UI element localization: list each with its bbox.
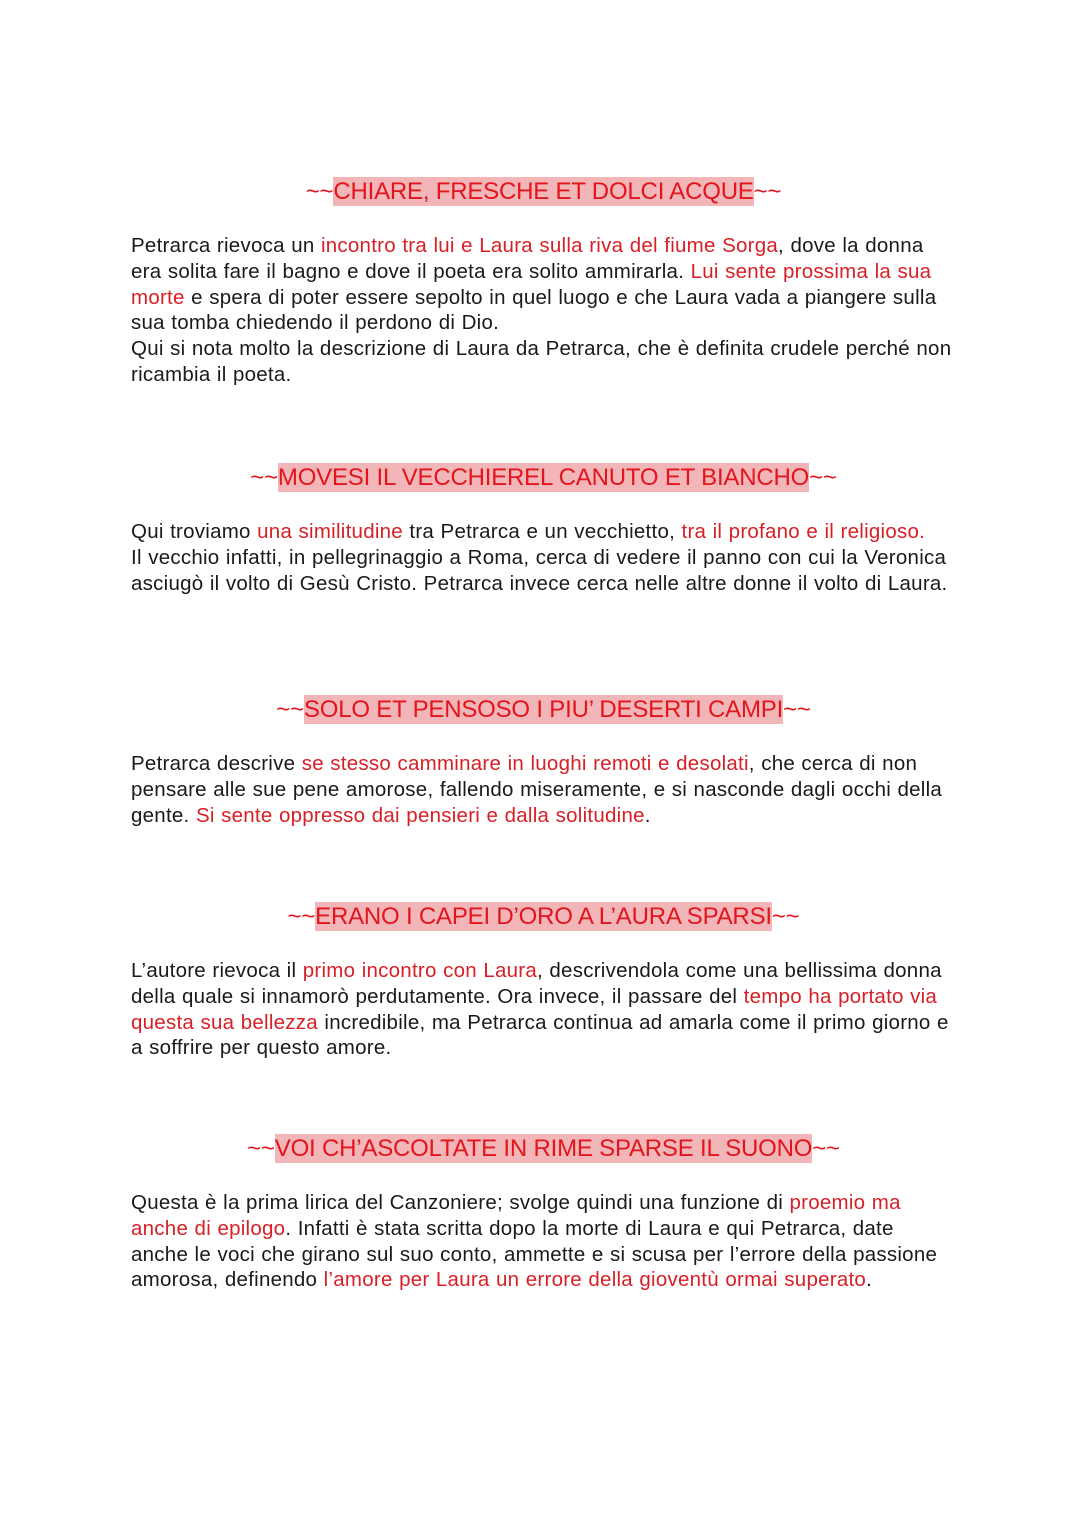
highlighted-text: Si sente oppresso dai pensieri e dalla solitudine [195,803,645,827]
title-deco-right: ~~ [753,178,782,205]
body-text: incredibile, ma Petrarca continua ad amarla come il primo giorno e a soffrire per questo amore. [131,1010,949,1060]
section-solo-et-pensoso [131,694,956,828]
body-text: e spera di poter essere sepolto in quel luogo e che Laura vada a piangere sulla sua tomba chiedendo il perdono di Dio. [131,285,937,335]
highlighted-text: una similitudine [257,520,403,543]
highlighted-text: tempo ha portato via questa sua bellezza [131,984,938,1034]
section-movesi [131,462,956,596]
paragraph [131,958,956,1061]
body-text: L’autore rievoca il [131,959,303,982]
highlighted-text: incontro tra lui e Laura sulla riva del fiume Sorga [320,234,779,257]
body-text: Petrarca rievoca un [131,234,321,257]
body-text: Qui si nota molto la descrizione di Laura da Petrarca, che è definita crudele perché non ricambia il poeta. [131,337,952,386]
title-deco-right: ~~ [771,903,800,930]
highlighted-text: l’amore per Laura un errore della gioventù ormai superato [323,1268,867,1292]
highlighted-text: se stesso camminare in luoghi remoti e desolati [301,752,749,775]
title-deco-right: ~~ [812,1135,840,1162]
section-title [131,901,956,933]
paragraph [131,519,956,545]
body-text: Petrarca descrive [131,752,302,775]
body-text: . [644,803,651,827]
section-title [131,1133,956,1165]
section-title [131,176,956,208]
paragraph [131,751,956,828]
paragraph [131,545,956,597]
section-chiare-fresche [131,176,956,388]
title-deco-right: ~~ [809,464,837,491]
section-voi-chascoltate [131,1133,956,1293]
body-text: , dove la donna era solita fare il bagno e dove il poeta era solito ammirarla. [131,234,924,283]
title-deco-left: ~~ [276,696,304,723]
title-deco-left: ~~ [287,903,316,930]
highlighted-text: Lui sente prossima la sua morte [131,259,932,309]
section-body [131,751,956,828]
title-deco-left: ~~ [305,178,334,205]
body-text: tra Petrarca e un vecchietto, [402,520,682,543]
section-body [131,233,956,388]
section-title-text: MOVESI IL VECCHIEREL CANUTO ET BIANCHO [277,464,810,491]
paragraph [131,233,956,336]
section-title-text: CHIARE, FRESCHE ET DOLCI ACQUE [333,178,754,205]
highlighted-text: tra il profano e il religioso. [681,520,926,543]
title-deco-left: ~~ [250,464,278,491]
body-text: , che cerca di non pensare alle sue pene amorose, fallendo miseramente, e si nasconde dagli occhi della gente. [131,752,943,827]
section-body [131,1190,956,1293]
section-title-text: ERANO I CAPEI D’ORO A L’AURA SPARSI [315,903,772,930]
body-text: , descrivendola come una bellissima donna della quale si innamorò perdutamente. Ora invece, il passare del [131,959,942,1008]
section-body [131,519,956,596]
section-title [131,462,956,494]
body-text: Questa è la prima lirica del Canzoniere; svolge quindi una funzione di [131,1191,790,1214]
section-body [131,958,956,1061]
paragraph [131,1190,956,1293]
section-title-text: VOI CH’ASCOLTATE IN RIME SPARSE IL SUONO [274,1135,813,1162]
highlighted-text: primo incontro con Laura [302,959,537,982]
title-deco-right: ~~ [783,696,811,723]
highlighted-text: proemio ma anche di epilogo [131,1191,901,1240]
section-title-text: SOLO ET PENSOSO I PIU’ DESERTI CAMPI [303,696,784,723]
section-title [131,694,956,726]
body-text: . Infatti è stata scritta dopo la morte di Laura e qui Petrarca, date anche le voci che girano sul suo conto, ammette e si scusa per l’errore della passione amorosa, definendo [131,1216,938,1292]
body-text: . [866,1268,873,1292]
body-text: Il vecchio infatti, in pellegrinaggio a Roma, cerca di vedere il panno con cui la Veronica asciugò il volto di Gesù Cristo. Petrarca invece cerca nelle altre donne il volto di Laura. [131,545,948,595]
paragraph [131,336,956,388]
section-erano-i-capei [131,901,956,1061]
title-deco-left: ~~ [247,1135,275,1162]
body-text: Qui troviamo [131,520,258,543]
